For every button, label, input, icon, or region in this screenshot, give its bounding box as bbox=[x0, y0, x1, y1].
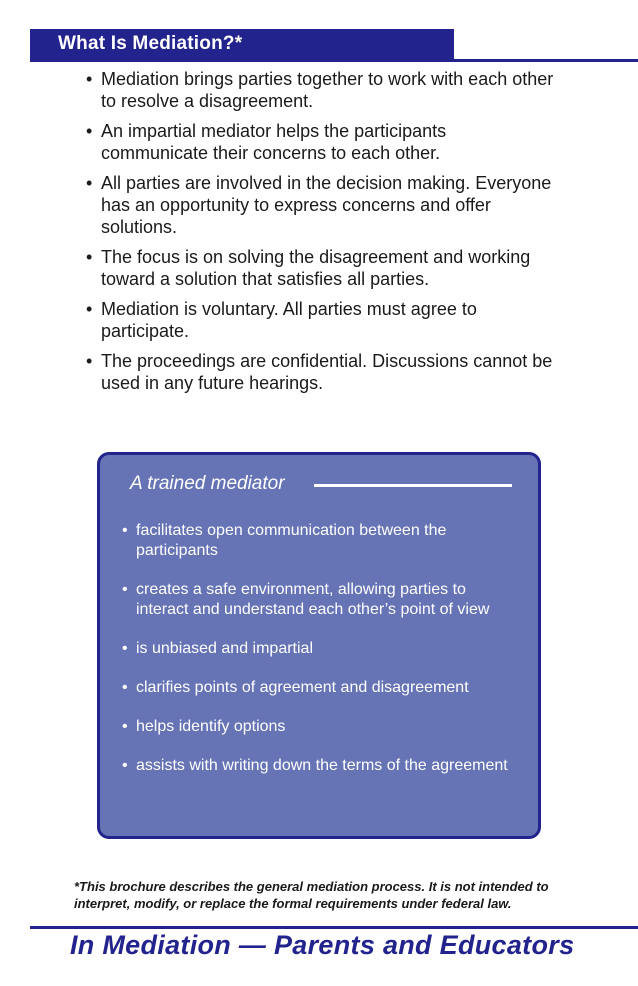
section-title: What Is Mediation?* bbox=[58, 33, 243, 54]
section-header-rule bbox=[30, 59, 638, 62]
mediator-duties-list bbox=[120, 521, 510, 795]
bullet-item: • The focus is on solving the disagreement and working toward a solution that satisfies all parties. bbox=[84, 246, 554, 290]
bullet-item: • An impartial mediator helps the participants communicate their concerns to each other. bbox=[84, 120, 554, 164]
list-item: • facilitates open communication between the participants bbox=[120, 521, 510, 561]
list-item: • is unbiased and impartial bbox=[120, 639, 510, 659]
list-item: • creates a safe environment, allowing parties to interact and understand each other’s point of view bbox=[120, 580, 510, 620]
bullet-item: • Mediation is voluntary. All parties must agree to participate. bbox=[84, 298, 554, 342]
list-item: • assists with writing down the terms of the agreement bbox=[120, 756, 510, 776]
footer-rule bbox=[30, 926, 638, 929]
bullet-item: • All parties are involved in the decision making. Everyone has an opportunity to express concerns and offer solutions. bbox=[84, 172, 554, 238]
footer-title: In Mediation — Parents and Educators bbox=[70, 930, 575, 960]
list-item: • helps identify options bbox=[120, 717, 510, 737]
bullet-item: • The proceedings are confidential. Discussions cannot be used in any future hearings. bbox=[84, 350, 554, 394]
trained-mediator-box bbox=[97, 452, 541, 839]
box-title-rule bbox=[314, 484, 512, 487]
bullet-item: • Mediation brings parties together to work with each other to resolve a disagreement. bbox=[84, 68, 554, 112]
list-item: • clarifies points of agreement and disagreement bbox=[120, 678, 510, 698]
box-title: A trained mediator bbox=[130, 473, 285, 494]
mediation-bullet-list bbox=[84, 68, 554, 402]
footnote: *This brochure describes the general mediation process. It is not intended to interpret, modify, or replace the formal requirements under federal law. bbox=[74, 879, 549, 911]
